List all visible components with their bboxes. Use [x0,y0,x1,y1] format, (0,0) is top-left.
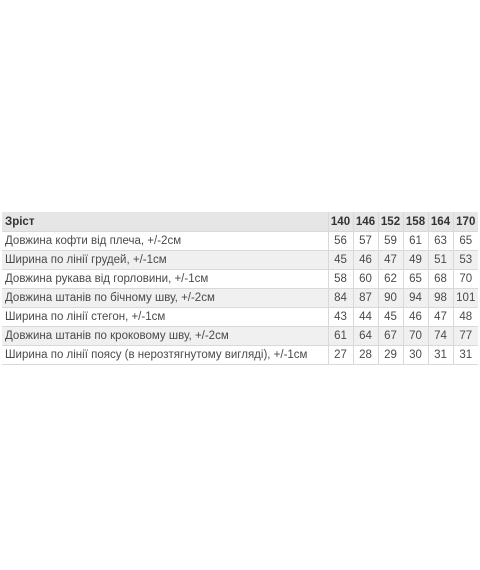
table-row [2,308,478,327]
row-value: 43 [328,308,353,327]
row-value: 70 [453,270,478,289]
row-value: 68 [428,270,453,289]
row-label: Довжина штанів по бічному шву, +/-2см [2,289,328,308]
row-value: 58 [328,270,353,289]
header-size: 170 [453,212,478,232]
row-value: 63 [428,232,453,251]
row-value: 61 [403,232,428,251]
row-value: 48 [453,308,478,327]
row-label: Ширина по лінії поясу (в нерозтягнутому вигляді), +/-1см [2,346,328,365]
size-chart-table [2,212,478,365]
row-value: 101 [453,289,478,308]
row-value: 44 [353,308,378,327]
row-value: 65 [403,270,428,289]
row-value: 94 [403,289,428,308]
row-value: 62 [378,270,403,289]
header-size: 164 [428,212,453,232]
row-value: 51 [428,251,453,270]
header-size: 158 [403,212,428,232]
row-value: 90 [378,289,403,308]
row-value: 45 [328,251,353,270]
row-value: 46 [403,308,428,327]
row-value: 61 [328,327,353,346]
row-value: 29 [378,346,403,365]
row-value: 27 [328,346,353,365]
row-value: 31 [453,346,478,365]
row-value: 64 [353,327,378,346]
row-label: Довжина штанів по кроковому шву, +/-2см [2,327,328,346]
table-row [2,346,478,365]
row-value: 87 [353,289,378,308]
row-label: Ширина по лінії грудей, +/-1см [2,251,328,270]
row-value: 84 [328,289,353,308]
row-value: 31 [428,346,453,365]
header-label: Зріст [2,212,328,232]
row-value: 56 [328,232,353,251]
row-value: 57 [353,232,378,251]
row-value: 49 [403,251,428,270]
table-row [2,289,478,308]
table-row [2,327,478,346]
row-value: 47 [378,251,403,270]
table-row [2,232,478,251]
row-value: 98 [428,289,453,308]
header-size: 140 [328,212,353,232]
row-label: Довжина рукава від горловини, +/-1см [2,270,328,289]
row-value: 77 [453,327,478,346]
row-label: Ширина по лінії стегон, +/-1см [2,308,328,327]
header-size: 152 [378,212,403,232]
table-row [2,251,478,270]
row-value: 47 [428,308,453,327]
row-value: 53 [453,251,478,270]
row-value: 30 [403,346,428,365]
row-value: 70 [403,327,428,346]
row-value: 67 [378,327,403,346]
row-value: 45 [378,308,403,327]
row-value: 28 [353,346,378,365]
table-header-row [2,212,478,232]
table-row [2,270,478,289]
row-value: 60 [353,270,378,289]
row-value: 59 [378,232,403,251]
row-value: 46 [353,251,378,270]
header-size: 146 [353,212,378,232]
row-label: Довжина кофти від плеча, +/-2см [2,232,328,251]
row-value: 65 [453,232,478,251]
row-value: 74 [428,327,453,346]
